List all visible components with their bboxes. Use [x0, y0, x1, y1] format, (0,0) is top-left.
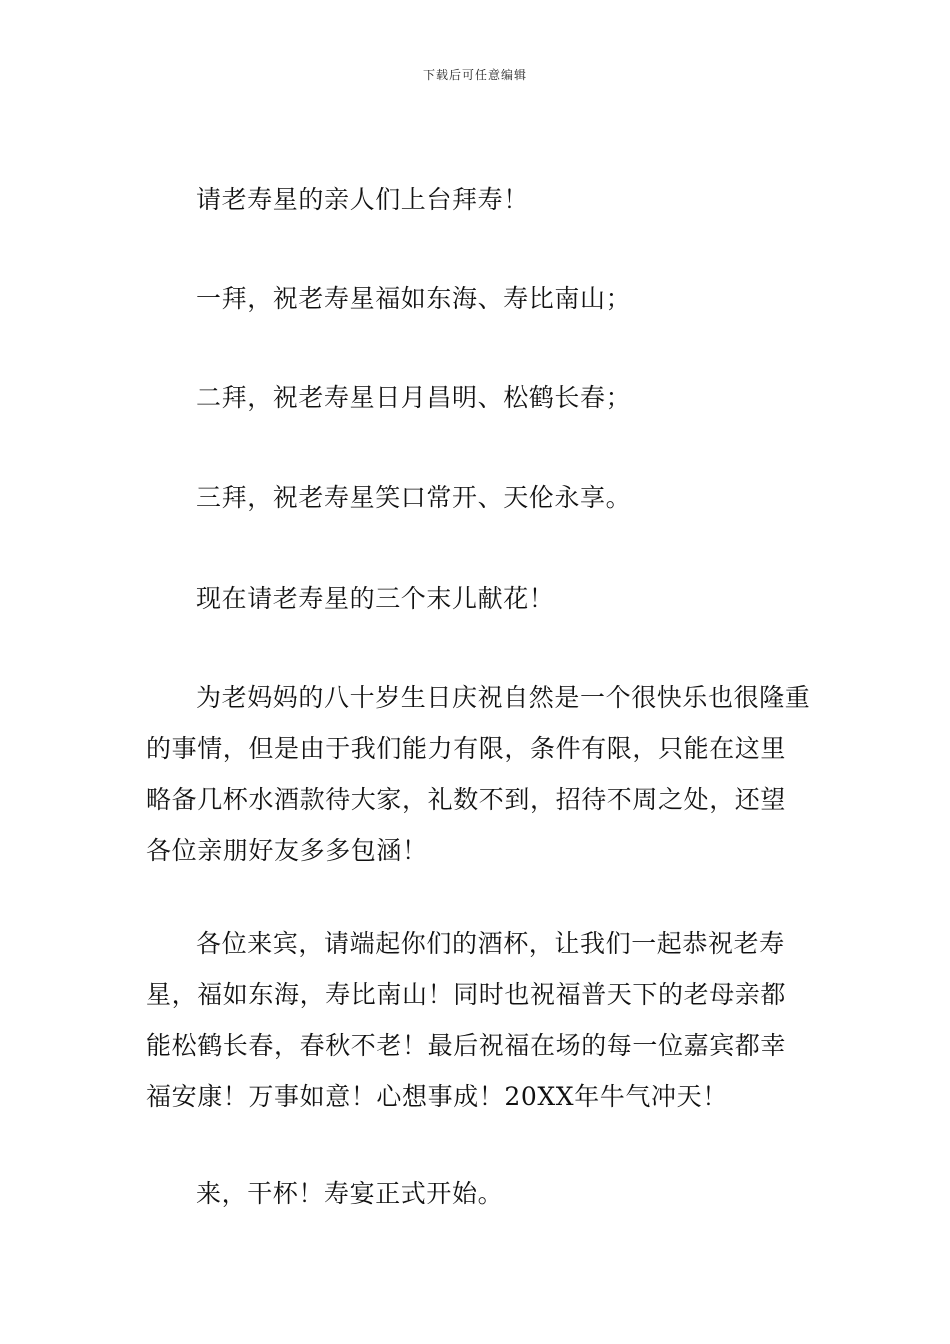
paragraph-cheers: 来，干杯！寿宴正式开始。: [196, 1179, 504, 1208]
paragraph-invite-family: 请老寿星的亲人们上台拜寿！: [196, 185, 529, 214]
paragraph-thanks: 为老妈妈的八十岁生日庆祝自然是一个很快乐也很隆重的事情，但是由于我们能力有限，条件有限，只能在这里略备几杯水酒款待大家，礼数不到，招待不周之处，还望各位亲朋好友多多包涵！: [146, 683, 811, 865]
paragraph-present-flowers: 现在请老寿星的三个末儿献花！: [196, 584, 555, 613]
paragraph-first-bow: 一拜，祝老寿星福如东海、寿比南山；: [196, 284, 632, 313]
paragraph-second-bow: 二拜，祝老寿星日月昌明、松鹤长春；: [196, 383, 632, 412]
paragraph-third-bow: 三拜，祝老寿星笑口常开、天伦永享。: [196, 483, 632, 512]
paragraph-toast: 各位来宾，请端起你们的酒杯，让我们一起恭祝老寿星，福如东海，寿比南山！同时也祝福普天下的老母亲都能松鹤长春，春秋不老！最后祝福在场的每一位嘉宾都幸福安康！万事如意！心想事成！20XX年牛气冲天！: [146, 929, 787, 1111]
header-note: 下载后可任意编辑: [422, 68, 527, 82]
